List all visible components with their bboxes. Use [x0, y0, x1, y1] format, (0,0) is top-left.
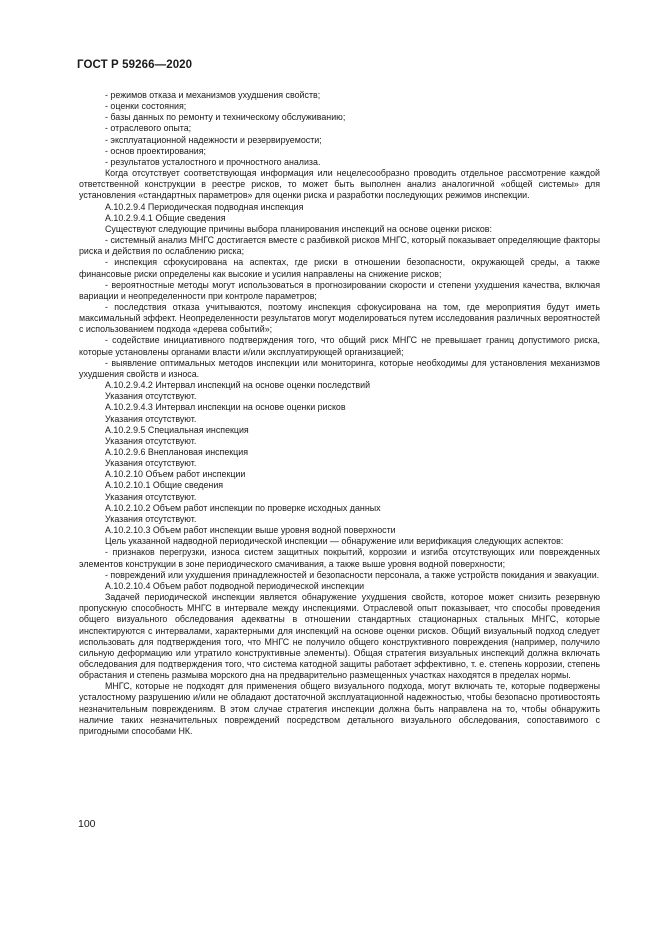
paragraph: - выявление оптимальных методов инспекции или мониторинга, которые необходимы для установления механизмов ухудшения свойств и износа. [79, 357, 600, 379]
section-heading: А.10.2.9.4 Периодическая подводная инспекция [105, 201, 304, 212]
paragraph: Задачей периодической инспекции является обнаружение ухудшения свойств, которое может снизить резервную пропускную способность МНГС в интервале между инспекциями. Отраслевой опыт показывает, что способы проведения общего визуального обследования адекватны в отношении стандартных стационарных стальных МНГС, которые инспектируются с интервалами, характерными для инспекций на основе оценки рисков. Общий визуальный подход следует использовать для подтверждения того, что МНГС не получило общего конструктивного повреждения (например, получило сильную деформацию или утратило конструктивные элементы). Общая стратегия визуальных инспекций должна включать обследования для подтверждения того, что система катодной защиты работает эффективно, т. е. степень коррозии, степень обрастания и степень размыва морского дна на предварительно размещенных участках находятся в пределах нормы. [79, 592, 600, 681]
paragraph: Существуют следующие причины выбора планирования инспекций на основе оценки рисков: [105, 223, 492, 234]
paragraph: - системный анализ МНГС достигается вместе с разбивкой рисков МНГС, который показывает определяющие факторы риска и действия по ослаблению риска; [79, 235, 600, 257]
section-heading: А.10.2.10.1 Общие сведения [105, 480, 224, 491]
paragraph: - результатов усталостного и прочностного анализа. [105, 156, 321, 167]
paragraph: Указания отсутствуют. [105, 435, 197, 446]
section-heading: А.10.2.10.4 Объем работ подводной периодической инспекции [105, 580, 365, 591]
paragraph: - основ проектирования; [105, 145, 206, 156]
section-heading: А.10.2.9.4.3 Интервал инспекции на основе оценки рисков [105, 402, 346, 413]
paragraph: Указания отсутствуют. [105, 458, 197, 469]
paragraph: - оценки состояния; [105, 101, 187, 112]
paragraph: Указания отсутствуют. [105, 413, 197, 424]
paragraph: Когда отсутствует соответствующая информация или нецелесообразно проводить отдельное рассмотрение каждой ответственной конструкции в реестре рисков, то может быть выполнен анализ аналогичной «общей системы» для установления «стандартных параметров» для оценки риска и разработки последующих режимов инспекции. [79, 168, 600, 201]
section-heading: А.10.2.9.5 Специальная инспекция [105, 424, 249, 435]
section-heading: А.10.2.10.2 Объем работ инспекции по проверке исходных данных [105, 502, 381, 513]
paragraph: Указания отсутствуют. [105, 391, 197, 402]
paragraph: Цель указанной надводной периодической инспекции — обнаружение или верификация следующих аспектов: [105, 536, 564, 547]
paragraph: - режимов отказа и механизмов ухудшения свойств; [105, 90, 321, 100]
paragraph: - признаков перегрузки, износа систем защитных покрытий, коррозии и изгиба отсутствующих или поврежденных элементов конструкции в зоне периодического смачивания, а также выше уровня водной поверхности; [79, 547, 600, 569]
section-heading: А.10.2.10 Объем работ инспекции [105, 469, 246, 480]
paragraph: - содействие инициативного подтверждения того, что общий риск МНГС не превышает границ допустимого риска, которые установлены органами власти и/или эксплуатирующей организацией; [79, 335, 600, 357]
page-number: 100 [78, 818, 96, 830]
paragraph: Указания отсутствуют. [105, 513, 197, 524]
section-heading: А.10.2.9.4.1 Общие сведения [105, 212, 226, 223]
paragraph: - эксплуатационной надежности и резервируемости; [105, 134, 322, 145]
paragraph: - базы данных по ремонту и техническому обслуживанию; [105, 112, 346, 123]
section-heading: А.10.2.9.6 Внеплановая инспекция [105, 447, 249, 457]
section-heading: А.10.2.9.4.2 Интервал инспекций на основе оценки последствий [105, 380, 371, 391]
paragraph: - последствия отказа учитываются, поэтому инспекция сфокусирована на том, где мероприятия будут иметь максимальный эффект. Неопределенности результатов могут моделироваться путем исследования различных вероятностей с использованием подхода «дерева событий»; [79, 301, 600, 335]
paragraph: МНГС, которые не подходят для применения общего визуального подхода, могут включать те, которые подвержены усталостному разрушению и/или не обладают достаточной эксплуатационной надежностью, чтобы безопасно противостоять незначительным повреждениям. В этом случае стратегия инспекции должна быть направлена на то, чтобы обнаружить наличие таких незначительных повреждений посредством детального визуального обследования, сопоставимого с пригодными способами НК. [79, 681, 600, 736]
paragraph: - отраслевого опыта; [105, 123, 192, 134]
document-body [79, 90, 600, 737]
paragraph: - повреждений или ухудшения принадлежностей и безопасности персонала, а также устройств покидания и эвакуации. [105, 569, 600, 580]
paragraph: Указания отсутствуют. [105, 491, 197, 502]
paragraph: - вероятностные методы могут использоваться в прогнозировании скорости и степени ухудшения качества, включая вариации и неопределенности при контроле параметров; [79, 279, 600, 301]
document-header: ГОСТ Р 59266—2020 [77, 59, 193, 71]
section-heading: А.10.2.10.3 Объем работ инспекции выше уровня водной поверхности [105, 525, 396, 536]
paragraph: - инспекция сфокусирована на аспектах, где риски в отношении безопасности, окружающей среды, а также финансовые риски определены как высокие и усилия направлены на снижение рисков; [79, 257, 600, 279]
